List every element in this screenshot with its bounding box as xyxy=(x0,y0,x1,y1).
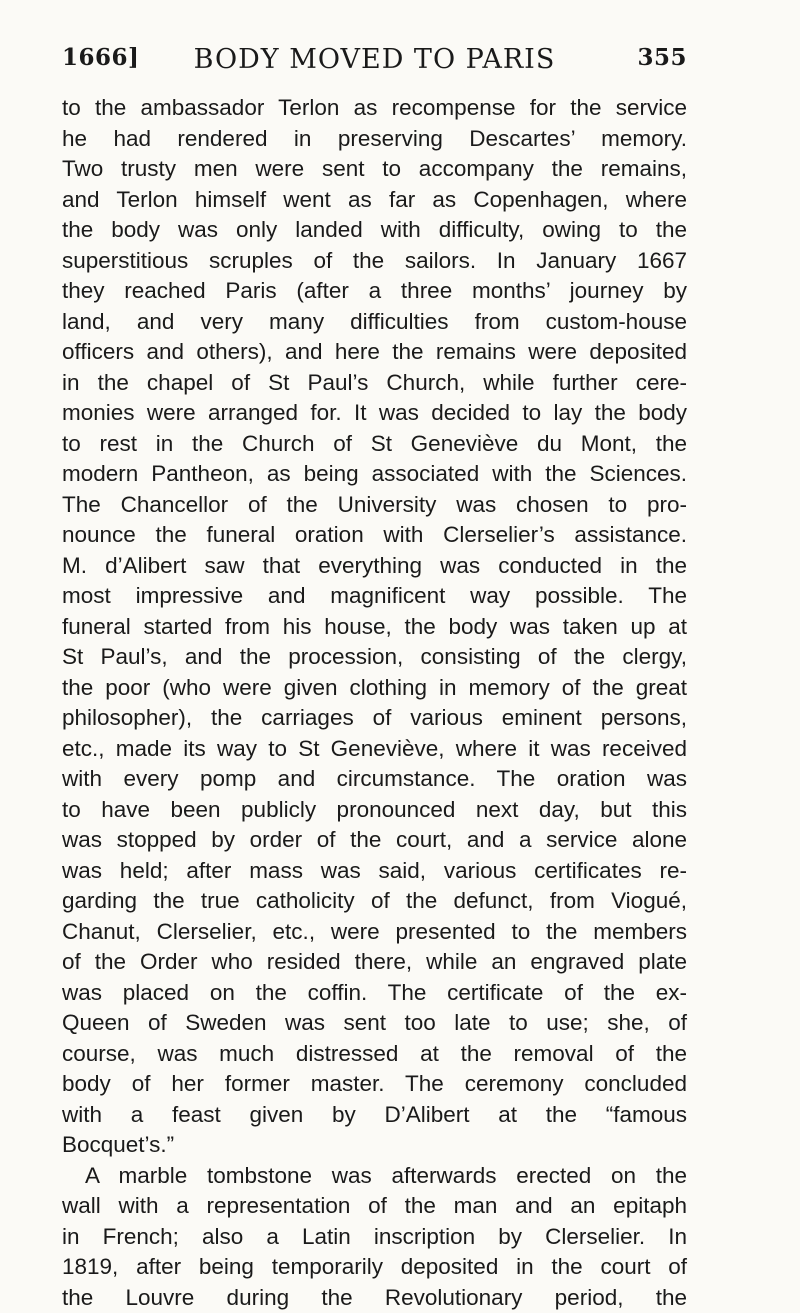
text-line: in the chapel of St Paul’s Church, while further cere- xyxy=(62,368,687,399)
text-line: he had rendered in preserving Descartes’ memory. xyxy=(62,124,687,155)
text-line: most impressive and magnificent way possible. The xyxy=(62,581,687,612)
text-line: the poor (who were given clothing in memory of the great xyxy=(62,673,687,704)
text-line: with every pomp and circumstance. The oration was xyxy=(62,764,687,795)
text-line: in French; also a Latin inscription by Clerselier. In xyxy=(62,1222,687,1253)
text-line: A marble tombstone was afterwards erected on the xyxy=(62,1161,687,1192)
text-line: and Terlon himself went as far as Copenhagen, where xyxy=(62,185,687,216)
text-line: of the Order who resided there, while an engraved plate xyxy=(62,947,687,978)
text-line: to have been publicly pronounced next day, but this xyxy=(62,795,687,826)
text-line: to rest in the Church of St Geneviève du Mont, the xyxy=(62,429,687,460)
text-line: was placed on the coffin. The certificate of the ex- xyxy=(62,978,687,1009)
text-line: Chanut, Clerselier, etc., were presented to the members xyxy=(62,917,687,948)
text-line: Two trusty men were sent to accompany the remains, xyxy=(62,154,687,185)
text-line: land, and very many difficulties from custom-house xyxy=(62,307,687,338)
text-line: officers and others), and here the remains were deposited xyxy=(62,337,687,368)
text-line: monies were arranged for. It was decided to lay the body xyxy=(62,398,687,429)
text-line: course, was much distressed at the removal of the xyxy=(62,1039,687,1070)
header-year: 1666] xyxy=(62,44,139,71)
text-line: the Louvre during the Revolutionary period, the xyxy=(62,1283,687,1313)
text-line: Bocquet’s.” xyxy=(62,1130,687,1161)
text-line: with a feast given by D’Alibert at the “famous xyxy=(62,1100,687,1131)
text-line: funeral started from his house, the body was taken up at xyxy=(62,612,687,643)
text-line: they reached Paris (after a three months’ journey by xyxy=(62,276,687,307)
text-line: garding the true catholicity of the defunct, from Viogué, xyxy=(62,886,687,917)
text-line: superstitious scruples of the sailors. In January 1667 xyxy=(62,246,687,277)
text-line: was held; after mass was said, various certificates re- xyxy=(62,856,687,887)
text-line: body of her former master. The ceremony concluded xyxy=(62,1069,687,1100)
text-line: The Chancellor of the University was chosen to pro- xyxy=(62,490,687,521)
text-line: wall with a representation of the man and an epitaph xyxy=(62,1191,687,1222)
text-line: Queen of Sweden was sent too late to use; she, of xyxy=(62,1008,687,1039)
text-line: nounce the funeral oration with Clerselier’s assistance. xyxy=(62,520,687,551)
text-line: 1819, after being temporarily deposited in the court of xyxy=(62,1252,687,1283)
text-line: to the ambassador Terlon as recompense for the service xyxy=(62,93,687,124)
running-head xyxy=(62,44,687,84)
text-line: the body was only landed with difficulty, owing to the xyxy=(62,215,687,246)
text-line: etc., made its way to St Geneviève, where it was received xyxy=(62,734,687,765)
page-number: 355 xyxy=(637,44,687,71)
header-title: BODY MOVED TO PARIS xyxy=(62,44,687,75)
text-line: was stopped by order of the court, and a service alone xyxy=(62,825,687,856)
body-text xyxy=(62,93,687,1313)
text-line: philosopher), the carriages of various eminent persons, xyxy=(62,703,687,734)
book-page xyxy=(62,44,687,1313)
text-line: modern Pantheon, as being associated with the Sciences. xyxy=(62,459,687,490)
text-line: M. d’Alibert saw that everything was conducted in the xyxy=(62,551,687,582)
text-line: St Paul’s, and the procession, consisting of the clergy, xyxy=(62,642,687,673)
